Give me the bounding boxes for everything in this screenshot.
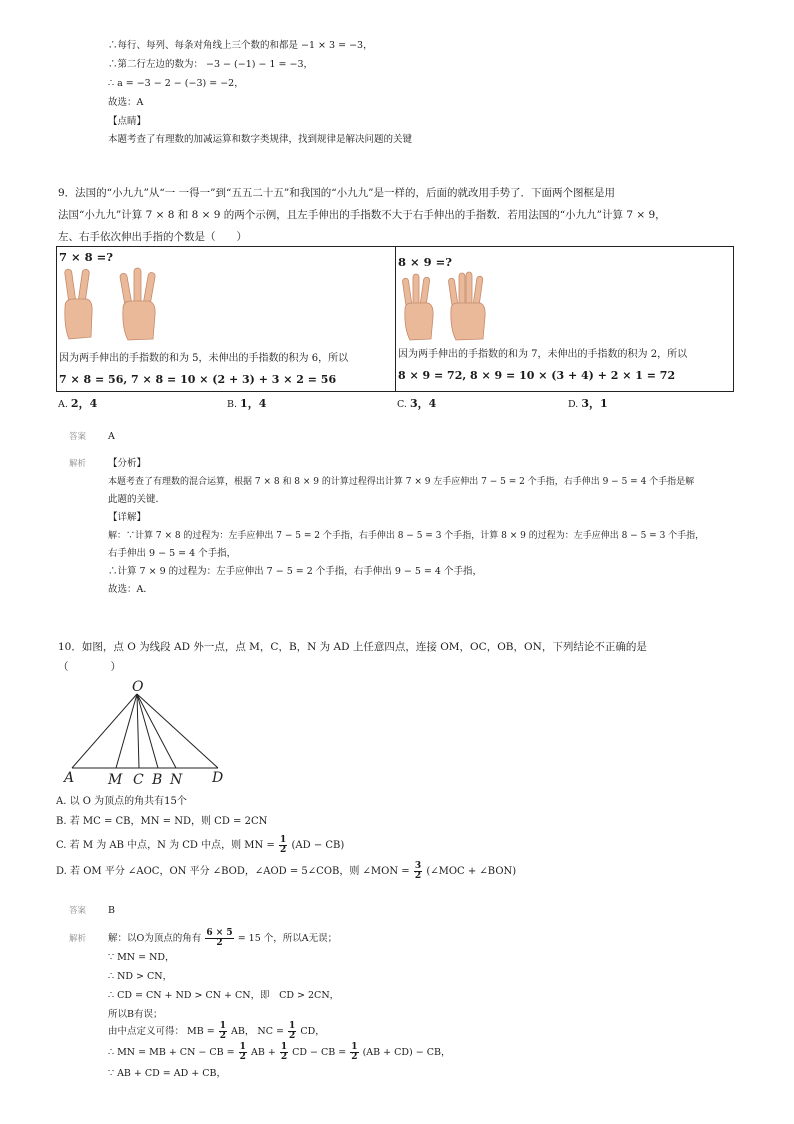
prev-line-6: 本题考查了有理数的加减运算和数字类规律，找到规律是解决问题的关键 <box>108 134 413 145</box>
prev-line-2: ∴第二行左边的数为： −3 − (−1) − 1 = −3， <box>108 59 313 70</box>
label-d: D <box>212 770 224 786</box>
q10-solution-6: 由中点定义可得： MB = $\frac{1}{2}$ AB， NC = $\frac{1}{2}$ CD， <box>108 1021 325 1041</box>
q9-answer: A <box>108 431 115 442</box>
prev-line-3: ∴ a = −3 − 2 − (−3) = −2， <box>108 78 244 89</box>
q10-analysis-label: 解析 <box>69 934 87 944</box>
q10-solution-8: ∵ AB + CD = AD + CB， <box>108 1068 227 1079</box>
q10-option-c: C. 若 M 为 AB 中点，N 为 CD 中点，则 MN = $\frac{1}{2}$ (AD − CB) <box>56 835 345 855</box>
q10-geometry-figure <box>60 676 240 788</box>
q10-stem-line-2: （ ） <box>58 661 121 673</box>
hand-four-fingers-image <box>447 271 489 343</box>
q10-option-d: D. 若 OM 平分 ∠AOC，ON 平分 ∠BOD，∠AOD = 5∠COB，则 ∠MON = $\frac{3}{2}$ (∠MOC + ∠BON) <box>56 861 517 881</box>
label-b: B <box>152 772 163 788</box>
q9-option-c: C. 3，4 <box>397 397 437 410</box>
q9-stem-line-3: 左、右手依次伸出手指的个数是（ ） <box>58 231 247 243</box>
right-example-explanation: 因为两手伸出的手指数的和为 7，未伸出的手指数的积为 2，所以 <box>398 349 688 360</box>
q9-stem-line-1: 9．法国的“小九九”从“一 一得一”到“五五二十五”和我国的“小九九”是一样的，后面的就改用手势了．下面两个图框是用 <box>58 187 615 199</box>
label-o: O <box>132 679 144 695</box>
q10-solution-1: 解：以O为顶点的角有 $\frac{6 \times 5}{2}$ = 15 个，所以A无误； <box>108 928 338 948</box>
q9-analysis-label: 解析 <box>69 459 87 469</box>
label-m: M <box>108 772 123 788</box>
q10-stem-line-1: 10．如图，点 O 为线段 AD 外一点，点 M，C，B，N 为 AD 上任意四点，连接 OM，OC，OB，ON，下列结论不正确的是 <box>58 641 647 653</box>
line-oc <box>137 694 139 768</box>
line-oa <box>72 694 137 768</box>
q10-solution-7: ∴ MN = MB + CN − CB = $\frac{1}{2}$ AB + $\frac{1}{2}$ CD − CB = $\frac{1}{2}$ (AB + CD) − CB， <box>108 1042 451 1062</box>
line-od <box>137 694 218 768</box>
q9-analysis-3: 此题的关键． <box>108 494 166 505</box>
q10-solution-5: 所以B有误； <box>108 1009 163 1020</box>
q10-solution-2: ∵ MN = ND， <box>108 952 175 963</box>
right-example-title: 8 × 9 =? <box>398 255 453 269</box>
q9-analysis-2: 本题考查了有理数的混合运算，根据 7 × 8 和 8 × 9 的计算过程得出计算 7 × 9 左手应伸出 7 − 5 = 2 个手指，右手伸出 9 − 5 = 4 个手指是解 <box>108 477 695 487</box>
line-om <box>116 694 137 768</box>
table-divider <box>395 247 396 391</box>
hand-three-fingers-image <box>119 267 159 343</box>
q9-answer-label: 答案 <box>69 432 87 442</box>
q10-answer: B <box>108 905 115 916</box>
right-example-formula: 8 × 9 = 72, 8 × 9 = 10 × (3 + 4) + 2 × 1 = 72 <box>398 369 676 382</box>
hand-three-fingers-left-image <box>402 273 436 343</box>
label-a: A <box>64 770 75 786</box>
q10-solution-3: ∴ ND > CN， <box>108 971 173 982</box>
q9-analysis-6: 右手伸出 9 − 5 = 4 个手指， <box>108 548 237 559</box>
prev-line-5: 【点睛】 <box>108 116 147 127</box>
q10-answer-label: 答案 <box>69 906 87 916</box>
q10-option-a: A. 以 O 为顶点的角共有15个 <box>56 796 187 807</box>
left-example-explanation: 因为两手伸出的手指数的和为 5，未伸出的手指数的积为 6，所以 <box>59 353 349 364</box>
prev-line-1: ∴每行、每列、每条对角线上三个数的和都是 −1 × 3 = −3， <box>108 40 373 51</box>
q9-stem-line-2: 法国“小九九”计算 7 × 8 和 8 × 9 的两个示例，且左手伸出的手指数不大于右手伸出的手指数．若用法国的“小九九”计算 7 × 9， <box>58 209 666 221</box>
q10-solution-4: ∴ CD = CN + ND > CN + CN，即 CD > 2CN， <box>108 990 340 1001</box>
q10-option-b: B. 若 MC = CB，MN = ND，则 CD = 2CN <box>56 816 268 827</box>
q9-option-a: A. 2，4 <box>58 397 98 410</box>
q9-option-b: B. 1，4 <box>227 397 267 410</box>
q9-analysis-1: 【分析】 <box>108 458 147 469</box>
q9-analysis-5: 解：∵计算 7 × 8 的过程为：左手应伸出 7 − 5 = 2 个手指，右手伸出 8 − 5 = 3 个手指，计算 8 × 9 的过程为：左手应伸出 8 − 5 = 3 个手指， <box>108 531 705 541</box>
q9-example-table <box>56 246 734 392</box>
left-example-title: 7 × 8 =? <box>59 250 114 264</box>
prev-line-4: 故选：A <box>108 97 144 108</box>
line-on <box>137 694 176 768</box>
left-example-formula: 7 × 8 = 56, 7 × 8 = 10 × (2 + 3) + 3 × 2 = 56 <box>59 373 337 386</box>
q9-analysis-7: ∴计算 7 × 9 的过程为：左手应伸出 7 − 5 = 2 个手指，右手伸出 9 − 5 = 4 个手指， <box>108 566 482 577</box>
q9-option-d: D. 3，1 <box>568 397 608 410</box>
line-ob <box>137 694 158 768</box>
hand-two-fingers-image <box>61 267 95 343</box>
q9-analysis-8: 故选：A． <box>108 584 153 595</box>
label-n: N <box>170 772 183 788</box>
q9-analysis-4: 【详解】 <box>108 512 147 523</box>
label-c: C <box>133 772 144 788</box>
